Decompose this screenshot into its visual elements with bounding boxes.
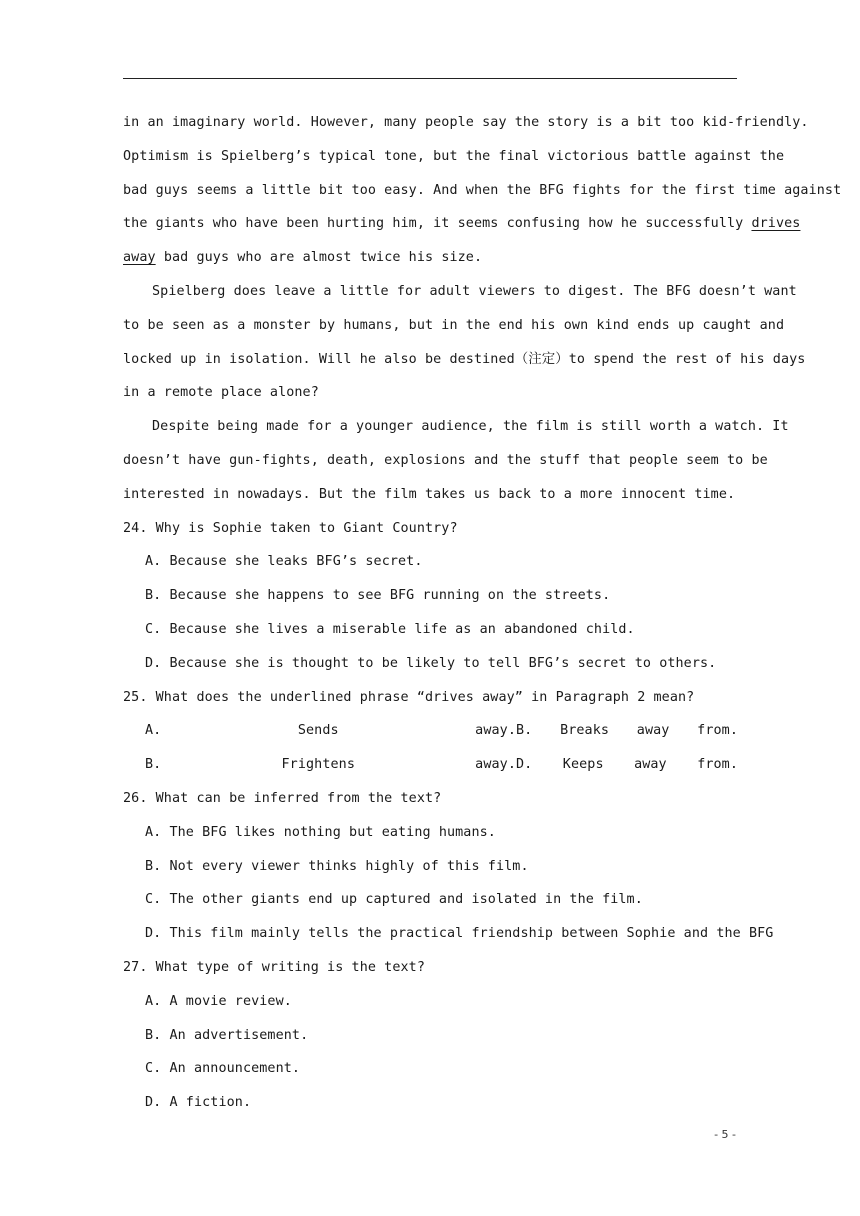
text-line <box>123 241 738 275</box>
question-24-option-c: C. Because she lives a miserable life as an abandoned child. <box>145 621 635 637</box>
question-26-stem: 26. What can be inferred from the text? <box>123 790 442 806</box>
question-24-stem: 24. Why is Sophie taken to Giant Country? <box>123 520 458 536</box>
text-line: in a remote place alone? <box>123 385 319 401</box>
question-25-option-b: B. Breaks away from. <box>516 723 738 739</box>
page-number: - 5 - <box>714 1128 736 1141</box>
question-25-option-d: D. Keeps away from. <box>516 757 738 773</box>
question-27-option-d: D. A fiction. <box>145 1095 252 1111</box>
text-line: to be seen as a monster by humans, but in the end his own kind ends up caught and <box>123 317 785 333</box>
question-25-option-c: B. Frightens away. <box>145 757 516 773</box>
question-26-option-c: C. The other giants end up captured and isolated in the film. <box>145 892 643 908</box>
question-24-option-d: D. Because she is thought to be likely to tell BFG’s secret to others. <box>145 655 717 671</box>
question-25-option-a: A. Sends away. <box>145 723 516 739</box>
page-content <box>123 106 842 1120</box>
question-25-options-row-2 <box>123 748 738 782</box>
question-24-option-a: A. Because she leaks BFG’s secret. <box>145 554 423 570</box>
text-line: in an imaginary world. However, many people say the story is a bit too kid-friendly. <box>123 115 809 130</box>
text-span: bad guys who are almost twice his size. <box>155 250 483 266</box>
question-27-stem: 27. What type of writing is the text? <box>123 959 425 975</box>
text-span: the giants who have been hurting him, it seems confusing how he successfully <box>123 216 752 232</box>
underlined-phrase: away <box>123 250 156 266</box>
text-line: Spielberg does leave a little for adult viewers to digest. The BFG doesn’t want <box>152 283 797 299</box>
question-27-option-c: C. An announcement. <box>145 1061 301 1077</box>
question-26-option-a: A. The BFG likes nothing but eating humans. <box>145 824 496 840</box>
question-25-stem: 25. What does the underlined phrase “drives away” in Paragraph 2 mean? <box>123 689 695 705</box>
question-27-option-b: B. An advertisement. <box>145 1027 309 1043</box>
question-25-options-row-1 <box>123 714 738 748</box>
text-line: locked up in isolation. Will he also be destined（注定）to spend the rest of his days <box>123 351 806 367</box>
text-line: bad guys seems a little bit too easy. And when the BFG fights for the first time against <box>123 182 842 198</box>
text-line: Optimism is Spielberg’s typical tone, but the final victorious battle against the <box>123 148 785 164</box>
header-rule <box>123 78 737 79</box>
underlined-phrase: drives <box>751 216 801 232</box>
question-26-option-d: D. This film mainly tells the practical friendship between Sophie and the BFG <box>145 926 774 942</box>
text-line: Despite being made for a younger audience, the film is still worth a watch. It <box>152 419 789 435</box>
text-line <box>123 207 801 241</box>
text-line: interested in nowadays. But the film takes us back to a more innocent time. <box>123 486 736 502</box>
question-27-option-a: A. A movie review. <box>145 993 292 1009</box>
question-24-option-b: B. Because she happens to see BFG running on the streets. <box>145 588 611 604</box>
question-26-option-b: B. Not every viewer thinks highly of this film. <box>145 858 529 874</box>
text-line: doesn’t have gun-fights, death, explosions and the stuff that people seem to be <box>123 452 768 468</box>
